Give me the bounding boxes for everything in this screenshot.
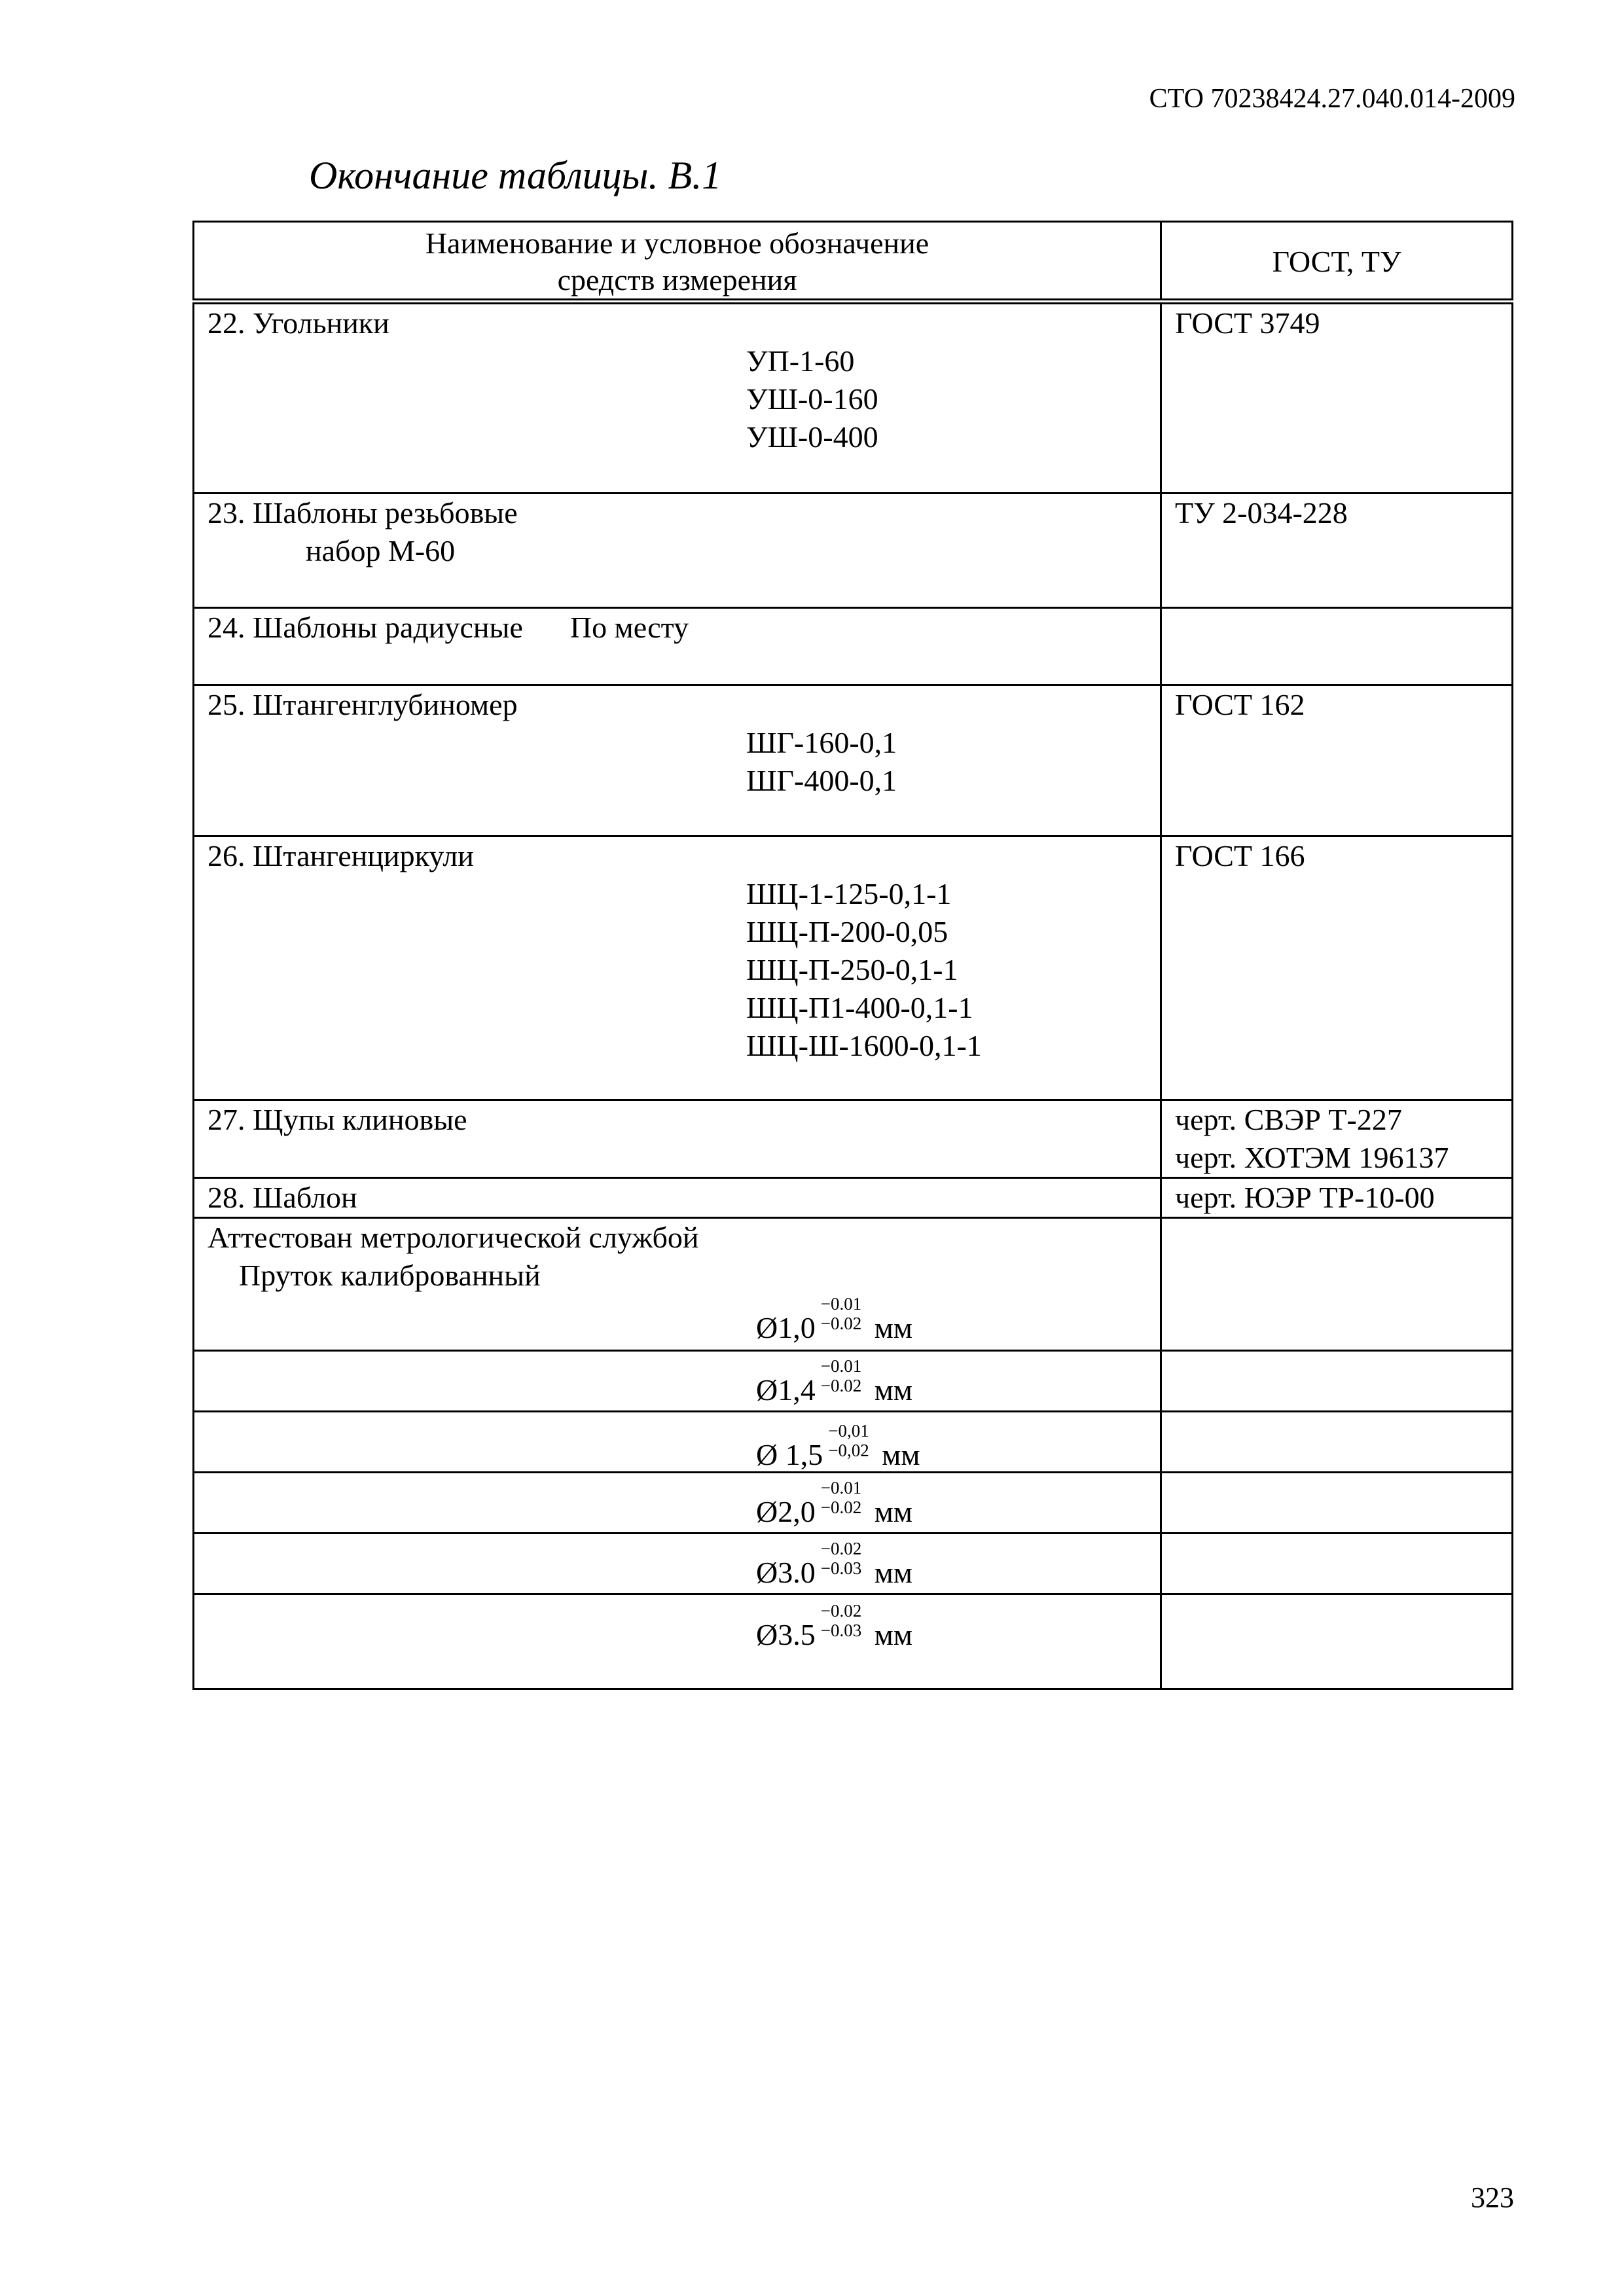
gost-cell [1161,685,1513,836]
instrument-item: ШЦ-1-125-0,1-1 [746,877,952,910]
gost-cell [1161,1351,1513,1412]
gost-cell [1161,493,1513,608]
instrument-cell [194,302,1161,493]
gost-cell [1161,1100,1513,1178]
rod-upper-tolerance: −0.02 [820,1539,862,1558]
table-row [194,836,1513,1100]
instrument-item: УП-1-60 [746,344,855,378]
gost-cell [1161,302,1513,493]
rod-lower-tolerance: −0.02 [820,1376,862,1395]
rod-nominal: Ø2,0 [756,1495,816,1528]
rod-lower-tolerance: −0.02 [820,1498,862,1517]
instrument-cell [194,608,1161,685]
instrument-item: ШЦ-П-200-0,05 [746,915,948,948]
gost-cell [1161,836,1513,1100]
rod-lower-tolerance: −0.03 [820,1621,862,1640]
table-row [194,1178,1513,1218]
gost-cell [1161,1594,1513,1689]
instrument-title: 22. Угольники [208,306,389,340]
gost-ref: черт. ЮЭР ТР-10-00 [1175,1181,1435,1214]
gost-ref: черт. ХОТЭМ 196137 [1175,1141,1449,1174]
instrument-cell [194,1534,1161,1594]
instrument-item: ШГ-160-0,1 [746,726,897,759]
column-header-name [194,222,1161,302]
gost-cell [1161,1473,1513,1534]
instrument-item: ШГ-400-0,1 [746,764,897,797]
rod-dimension [756,1294,912,1347]
table-caption: Окончание таблицы. В.1 [309,154,722,197]
table-header-row [194,222,1513,302]
rod-unit: мм [882,1438,920,1471]
instrument-cell [194,1412,1161,1473]
rod-unit: мм [874,1556,912,1589]
rod-upper-tolerance: −0.01 [820,1478,862,1498]
document-code: СТО 70238424.27.040.014-2009 [1149,84,1515,114]
rod-nominal: Ø1,4 [756,1373,816,1407]
gost-cell [1161,1534,1513,1594]
rod-upper-tolerance: −0.01 [820,1294,862,1314]
instrument-item: ШЦ-П1-400-0,1-1 [746,991,973,1024]
instrument-cell [194,1100,1161,1178]
rod-dimension [756,1356,912,1409]
instrument-title: 28. Шаблон [208,1181,357,1214]
rod-dimension [756,1478,912,1531]
table-row [194,1473,1513,1534]
instrument-item: ШЦ-П-250-0,1-1 [746,953,958,986]
page-number: 323 [1471,2181,1514,2214]
table-row [194,1594,1513,1689]
instrument-title: 26. Штангенциркули [208,839,474,872]
rod-unit: мм [874,1311,912,1344]
column-header-name-line1: Наименование и условное обозначение [425,226,929,260]
gost-ref: ГОСТ 166 [1175,839,1305,872]
gost-cell [1161,1218,1513,1351]
attestation-note: Аттестован метрологической службой [208,1221,699,1254]
instrument-cell [194,1473,1161,1534]
gost-cell [1161,608,1513,685]
table-row [194,1534,1513,1594]
instrument-subtitle: набор М-60 [306,534,456,567]
rod-upper-tolerance: −0,01 [828,1421,869,1441]
rod-title: Пруток калиброванный [239,1259,541,1292]
gost-ref: ГОСТ 3749 [1175,306,1320,340]
instrument-note: По месту [569,611,689,644]
rod-nominal: Ø 1,5 [756,1438,823,1471]
table-row [194,1412,1513,1473]
instrument-cell [194,493,1161,608]
rod-lower-tolerance: −0.03 [820,1558,862,1578]
rod-upper-tolerance: −0.02 [820,1601,862,1621]
instrument-item: УШ-0-160 [746,382,878,416]
instrument-cell [194,1351,1161,1412]
table-row [194,685,1513,836]
instrument-title: 27. Щупы клиновые [208,1103,467,1136]
rod-lower-tolerance: −0.02 [820,1314,862,1333]
instrument-cell [194,1218,1161,1351]
gost-ref: ТУ 2-034-228 [1175,496,1348,529]
rod-nominal: Ø3.0 [756,1556,816,1589]
table-row [194,1218,1513,1351]
rod-dimension [756,1421,920,1474]
instrument-item: УШ-0-400 [746,420,878,454]
table-row [194,302,1513,493]
table-row [194,493,1513,608]
instrument-title: 24. Шаблоны радиусные [208,611,523,644]
instrument-item: ШЦ-Ш-1600-0,1-1 [746,1029,982,1062]
instrument-cell [194,1594,1161,1689]
rod-nominal: Ø1,0 [756,1311,816,1344]
instrument-cell [194,836,1161,1100]
rod-dimension [756,1601,912,1654]
rod-unit: мм [874,1373,912,1407]
table-row [194,608,1513,685]
gost-ref: черт. СВЭР Т-227 [1175,1103,1402,1136]
gost-ref: ГОСТ 162 [1175,688,1305,721]
gost-cell [1161,1178,1513,1218]
gost-cell [1161,1412,1513,1473]
rod-unit: мм [874,1618,912,1651]
rod-lower-tolerance: −0,02 [828,1441,869,1460]
instrument-cell [194,1178,1161,1218]
instrument-cell [194,685,1161,836]
rod-dimension [756,1539,912,1592]
column-header-gost: ГОСТ, ТУ [1161,222,1513,302]
table-row [194,1100,1513,1178]
rod-upper-tolerance: −0.01 [820,1356,862,1376]
measuring-instruments-table [192,221,1513,1690]
instrument-title: 25. Штангенглубиномер [208,688,518,721]
rod-nominal: Ø3.5 [756,1618,816,1651]
table-row [194,1351,1513,1412]
rod-unit: мм [874,1495,912,1528]
column-header-name-line2: средств измерения [557,263,797,296]
instrument-title: 23. Шаблоны резьбовые [208,496,518,529]
